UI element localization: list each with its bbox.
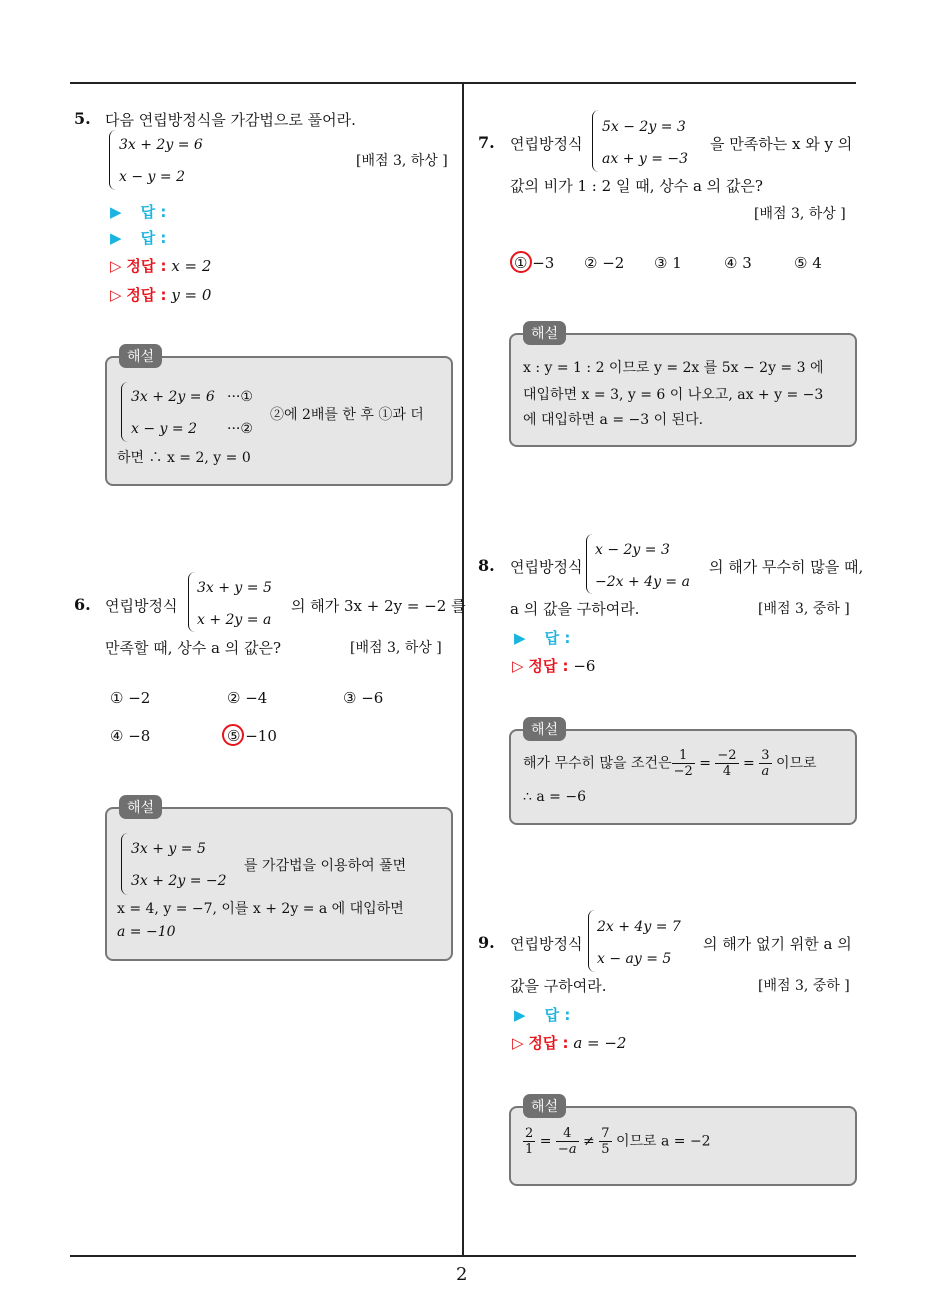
answer-label: 답 :	[544, 1006, 571, 1024]
option-2[interactable]: ② −4	[227, 689, 268, 707]
explanation-box	[509, 333, 857, 447]
system-brace	[586, 534, 593, 594]
question-number: 8.	[478, 556, 495, 575]
explanation-line-1: $\frac{2}{1}$ = $\frac{4}{-a}$ ≠ $\frac{7}{5}$ 이므로 a = −2	[525, 1126, 711, 1157]
explanation-tag: 해설	[523, 1094, 566, 1118]
explanation-line-1: 해가 무수히 많을 조건은 $\frac{1}{-2}$ = $\frac{-2}{4}$ = $\frac{3}{a}$ 이므로	[523, 748, 817, 779]
numerator: 1	[672, 748, 695, 764]
equation-2: x − ay = 5	[597, 951, 672, 967]
correct-value: y = 0	[171, 286, 212, 304]
explanation-eq1-mark: ···①	[227, 389, 253, 405]
explanation-eq1: 3x + y = 5	[131, 841, 206, 857]
explanation-box	[509, 729, 857, 825]
correct-label: 정답 :	[126, 286, 167, 304]
play-icon: ▶	[514, 629, 526, 647]
explanation-box	[105, 807, 453, 961]
correct-answer-line	[512, 1032, 626, 1053]
correct-option-circle	[222, 724, 244, 746]
explanation-eq1: 3x + 2y = 6	[131, 389, 215, 405]
score-label: [배점 3, 하상 ]	[350, 640, 442, 656]
fraction	[556, 1126, 579, 1157]
correct-label: 정답 :	[528, 657, 569, 675]
correct-answer-line	[110, 284, 211, 305]
denominator: a	[761, 764, 770, 779]
equation-2: x − y = 2	[119, 169, 185, 185]
answer-line	[514, 1004, 570, 1025]
explanation-tail: 하면 ∴ x = 2, y = 0	[117, 450, 251, 466]
correct-value: −6	[573, 657, 596, 675]
option-2[interactable]: ② −2	[584, 254, 625, 272]
explanation-eq2: x − y = 2	[131, 421, 197, 437]
explanation-line-4: a = −10	[117, 924, 176, 940]
equation-1: 5x − 2y = 3	[602, 119, 686, 135]
explanation-side-text: ②에 2배를 한 후 ①과 더	[270, 407, 424, 423]
option-3[interactable]: ③ 1	[654, 254, 682, 272]
correct-answer-line	[512, 655, 595, 676]
question-number: 7.	[478, 133, 495, 152]
explanation-line-2: 대입하면 x = 3, y = 6 이 나오고, ax + y = −3	[523, 387, 824, 403]
equation-1: x − 2y = 3	[595, 542, 670, 558]
denominator: 1	[525, 1142, 534, 1157]
explanation-eq2-mark: ···②	[227, 421, 253, 437]
explanation-box	[105, 356, 453, 486]
explanation-line-3: x = 4, y = −7, 이를 x + 2y = a 에 대입하면	[117, 901, 404, 917]
column-divider	[462, 83, 464, 1256]
answer-label: 답 :	[140, 203, 167, 221]
option-3[interactable]: ③ −6	[343, 689, 384, 707]
system-brace	[121, 833, 128, 895]
explanation-tag: 해설	[523, 321, 566, 345]
answer-line	[110, 201, 166, 222]
option-4[interactable]: ④ 3	[724, 254, 752, 272]
question-number: 5.	[74, 109, 91, 128]
equation-1: 2x + 4y = 7	[597, 919, 681, 935]
question-stem-b: 의 해가 3x + 2y = −2 를	[291, 597, 466, 615]
question-stem-b: 을 만족하는 x 와 y 의	[710, 135, 853, 153]
explanation-line-2: ∴ a = −6	[523, 789, 586, 805]
explanation-tag: 해설	[119, 795, 162, 819]
numerator: 3	[761, 748, 770, 763]
system-brace	[188, 572, 195, 632]
question-stem-c: a 의 값을 구하여라.	[510, 600, 640, 618]
option-4[interactable]: ④ −8	[110, 727, 151, 745]
fraction	[759, 748, 771, 779]
explanation-pre: 해가 무수히 많을 조건은	[523, 755, 672, 772]
score-label: [배점 3, 하상 ]	[356, 153, 448, 169]
fraction	[672, 748, 695, 779]
score-label: [배점 3, 중하 ]	[758, 978, 850, 994]
question-stem-c: 값을 구하여라.	[510, 977, 607, 995]
system-brace	[592, 110, 599, 172]
denominator: −2	[673, 764, 693, 779]
denominator: 5	[601, 1142, 610, 1157]
explanation-tag: 해설	[523, 717, 566, 741]
fraction	[523, 1126, 535, 1157]
system-brace	[121, 382, 128, 442]
question-stem-a: 연립방정식	[510, 558, 583, 576]
answer-line	[110, 227, 166, 248]
triangle-outline-icon: ▷	[110, 257, 122, 275]
triangle-outline-icon: ▷	[110, 286, 122, 304]
fraction	[599, 1126, 611, 1157]
explanation-eq2: 3x + 2y = −2	[131, 873, 227, 889]
question-stem-c: 값의 비가 1 : 2 일 때, 상수 a 의 값은?	[510, 177, 763, 195]
correct-label: 정답 :	[126, 257, 167, 275]
equation-1: 3x + y = 5	[197, 580, 272, 596]
question-stem-b: 의 해가 없기 위한 a 의	[703, 935, 852, 953]
question-stem-a: 연립방정식	[105, 597, 178, 615]
play-icon: ▶	[514, 1006, 526, 1024]
option-5[interactable]: ⑤ 4	[794, 254, 822, 272]
correct-value: x = 2	[171, 257, 212, 275]
question-stem-c: 만족할 때, 상수 a 의 값은?	[105, 639, 282, 657]
equation-2: −2x + 4y = a	[595, 574, 690, 590]
correct-answer-line	[110, 255, 211, 276]
equation-1: 3x + 2y = 6	[119, 137, 203, 153]
answer-label: 답 :	[140, 229, 167, 247]
play-icon: ▶	[110, 203, 122, 221]
explanation-post: 이므로 a = −2	[615, 1133, 711, 1150]
answer-label: 답 :	[544, 629, 571, 647]
question-number: 6.	[74, 595, 91, 614]
score-label: [배점 3, 하상 ]	[754, 206, 846, 222]
system-brace	[109, 130, 116, 190]
option-5[interactable]: ⑤ −10	[227, 727, 277, 745]
explanation-side-text: 를 가감법을 이용하여 풀면	[244, 858, 407, 874]
play-icon: ▶	[110, 229, 122, 247]
numerator: 7	[601, 1126, 610, 1141]
explanation-tag: 해설	[119, 344, 162, 368]
correct-label: 정답 :	[528, 1034, 569, 1052]
answer-line	[514, 627, 570, 648]
question-stem-a: 연립방정식	[510, 135, 583, 153]
triangle-outline-icon: ▷	[512, 1034, 524, 1052]
denominator: −a	[557, 1142, 577, 1157]
correct-value: a = −2	[573, 1034, 627, 1052]
numerator: 2	[525, 1126, 534, 1141]
denominator: 4	[722, 764, 732, 779]
equation-2: ax + y = −3	[602, 151, 689, 167]
fraction	[715, 748, 738, 779]
explanation-line-3: 에 대입하면 a = −3 이 된다.	[523, 412, 704, 428]
question-stem-b: 의 해가 무수히 많을 때,	[709, 558, 864, 576]
numerator: −2	[717, 748, 737, 763]
system-brace	[588, 910, 595, 972]
question-stem-a: 연립방정식	[510, 935, 583, 953]
question-number: 9.	[478, 933, 495, 952]
triangle-outline-icon: ▷	[512, 657, 524, 675]
question-stem: 다음 연립방정식을 가감법으로 풀어라.	[105, 111, 356, 129]
explanation-post: 이므로	[775, 755, 817, 772]
score-label: [배점 3, 중하 ]	[758, 601, 850, 617]
explanation-line-1: x : y = 1 : 2 이므로 y = 2x 를 5x − 2y = 3 에	[523, 360, 824, 376]
option-1[interactable]: ① −3	[514, 254, 555, 272]
equation-2: x + 2y = a	[197, 612, 272, 628]
correct-option-circle	[510, 251, 532, 273]
page-number: 2	[456, 1264, 468, 1285]
numerator: 4	[556, 1126, 579, 1142]
option-1[interactable]: ① −2	[110, 689, 151, 707]
bottom-rule	[70, 1255, 856, 1257]
explanation-box	[509, 1106, 857, 1186]
